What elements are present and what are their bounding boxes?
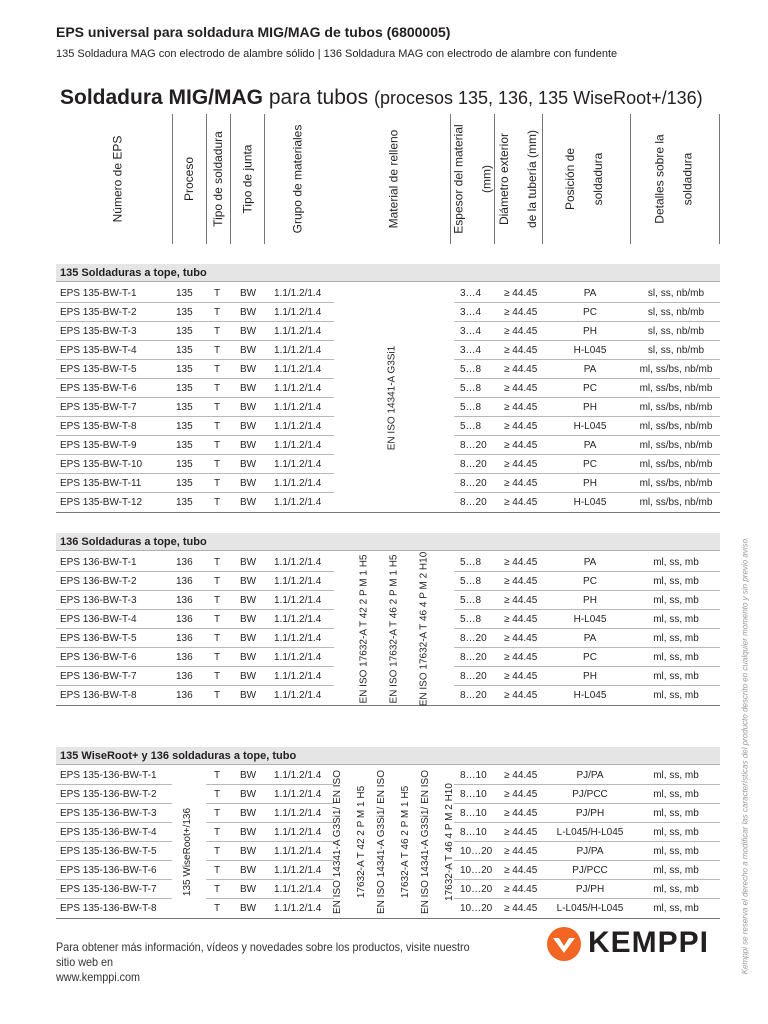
cell-junta: BW: [240, 440, 257, 451]
cell-esp: 5…8: [460, 421, 482, 432]
cell-diam: ≥ 44.45: [504, 595, 538, 606]
cell-esp: 3…4: [460, 307, 482, 318]
cell-junta: BW: [240, 884, 257, 895]
cell-proc: 135: [176, 364, 193, 375]
cell-det: ml, ss, mb: [653, 865, 699, 876]
col-header-espesor: Espesor del material (mm): [452, 124, 495, 234]
cell-junta: BW: [240, 364, 257, 375]
cell-grupo: 1.1/1.2/1.4: [274, 557, 322, 568]
cell-grupo: 1.1/1.2/1.4: [274, 652, 322, 663]
cell-junta: BW: [240, 402, 257, 413]
col-header-grupo: Grupo de materiales: [290, 124, 305, 234]
cell-junta: BW: [240, 633, 257, 644]
cell-diam: ≥ 44.45: [504, 652, 538, 663]
section-header: 135 WiseRoot+ y 136 soldaduras a tope, tubo: [56, 747, 720, 765]
cell-diam: ≥ 44.45: [504, 671, 538, 682]
cell-esp: 8…10: [460, 808, 487, 819]
cell-junta: BW: [240, 903, 257, 914]
cell-eps: EPS 136-BW-T-4: [60, 614, 137, 625]
cell-pos: PC: [583, 652, 597, 663]
cell-tipo: T: [214, 827, 221, 838]
cell-esp: 5…8: [460, 595, 482, 606]
section-header: 135 Soldaduras a tope, tubo: [56, 264, 720, 282]
kemppi-logo-text: KEMPPI: [588, 926, 710, 959]
cell-grupo: 1.1/1.2/1.4: [274, 576, 322, 587]
cell-esp: 5…8: [460, 383, 482, 394]
cell-eps: EPS 135-136-BW-T-6: [60, 865, 157, 876]
cell-tipo: T: [214, 478, 221, 489]
cell-junta: BW: [240, 808, 257, 819]
cell-esp: 8…20: [460, 440, 487, 451]
cell-esp: 5…8: [460, 576, 482, 587]
cell-junta: BW: [240, 846, 257, 857]
cell-esp: 8…20: [460, 478, 487, 489]
filler-material-label: EN ISO 17632-A T 42 2 P M 1 H5: [358, 554, 370, 704]
cell-tipo: T: [214, 808, 221, 819]
table-header: [56, 114, 720, 244]
cell-junta: BW: [240, 288, 257, 299]
footer-website-link[interactable]: www.kemppi.com: [56, 970, 141, 984]
cell-grupo: 1.1/1.2/1.4: [274, 326, 322, 337]
cell-esp: 8…10: [460, 770, 487, 781]
filler-material-label: EN ISO 17632-A T 46 2 P M 1 H5: [388, 554, 400, 704]
cell-tipo: T: [214, 440, 221, 451]
col-header-eps: Número de EPS: [110, 135, 124, 223]
cell-esp: 5…8: [460, 364, 482, 375]
cell-grupo: 1.1/1.2/1.4: [274, 770, 322, 781]
cell-grupo: 1.1/1.2/1.4: [274, 402, 322, 413]
cell-det: ml, ss, mb: [653, 633, 699, 644]
cell-junta: BW: [240, 383, 257, 394]
cell-junta: BW: [240, 459, 257, 470]
cell-pos: PH: [583, 402, 597, 413]
cell-det: ml, ss, mb: [653, 690, 699, 701]
cell-esp: 10…20: [460, 865, 493, 876]
cell-det: ml, ss/bs, nb/mb: [639, 478, 713, 489]
cell-junta: BW: [240, 789, 257, 800]
cell-junta: BW: [240, 497, 257, 508]
cell-det: ml, ss/bs, nb/mb: [639, 421, 713, 432]
cell-proc: 136: [176, 652, 193, 663]
cell-diam: ≥ 44.45: [504, 421, 538, 432]
cell-pos: H-L045: [573, 421, 607, 432]
cell-eps: EPS 135-BW-T-10: [60, 459, 143, 470]
cell-det: sl, ss, nb/mb: [647, 326, 705, 337]
cell-esp: 10…20: [460, 903, 493, 914]
cell-pos: PJ/PCC: [572, 789, 608, 800]
filler-material-label: EN ISO 14341-A G3Si1: [386, 345, 398, 451]
cell-eps: EPS 135-BW-T-11: [60, 478, 142, 489]
cell-tipo: T: [214, 459, 221, 470]
header-divider: [264, 114, 265, 244]
header-divider: [719, 114, 720, 244]
cell-diam: ≥ 44.45: [504, 770, 538, 781]
cell-diam: ≥ 44.45: [504, 557, 538, 568]
section-end-line: [56, 512, 720, 513]
cell-junta: BW: [240, 326, 257, 337]
cell-pos: PJ/PCC: [572, 865, 608, 876]
cell-junta: BW: [240, 690, 257, 701]
cell-det: ml, ss, mb: [653, 827, 699, 838]
cell-esp: 3…4: [460, 345, 482, 356]
cell-diam: ≥ 44.45: [504, 440, 538, 451]
cell-pos: PA: [583, 364, 597, 375]
cell-proc: 135: [176, 383, 193, 394]
cell-diam: ≥ 44.45: [504, 690, 538, 701]
cell-proc: 135: [176, 440, 193, 451]
cell-grupo: 1.1/1.2/1.4: [274, 497, 322, 508]
cell-esp: 8…10: [460, 789, 487, 800]
cell-eps: EPS 135-136-BW-T-4: [60, 827, 157, 838]
cell-eps: EPS 136-BW-T-1: [60, 557, 137, 568]
cell-grupo: 1.1/1.2/1.4: [274, 345, 322, 356]
cell-pos: H-L045: [573, 690, 607, 701]
cell-tipo: T: [214, 345, 221, 356]
cell-esp: 10…20: [460, 846, 493, 857]
cell-tipo: T: [214, 633, 221, 644]
cell-det: ml, ss, mb: [653, 770, 699, 781]
cell-junta: BW: [240, 865, 257, 876]
cell-tipo: T: [214, 614, 221, 625]
kemppi-logo-icon: [546, 926, 582, 962]
cell-tipo: T: [214, 884, 221, 895]
cell-det: sl, ss, nb/mb: [647, 307, 705, 318]
cell-junta: BW: [240, 652, 257, 663]
document-title: EPS universal para soldadura MIG/MAG de tubos (6800005): [56, 24, 451, 40]
main-title-bold: Soldadura MIG/MAG: [60, 86, 264, 109]
cell-det: ml, ss/bs, nb/mb: [639, 383, 713, 394]
header-divider: [172, 114, 173, 244]
cell-pos: PC: [583, 459, 597, 470]
cell-esp: 8…20: [460, 633, 487, 644]
cell-eps: EPS 135-136-BW-T-3: [60, 808, 157, 819]
cell-eps: EPS 135-136-BW-T-8: [60, 903, 157, 914]
cell-grupo: 1.1/1.2/1.4: [274, 671, 322, 682]
cell-pos: L-L045/H-L045: [556, 827, 624, 838]
cell-proc: 136: [176, 614, 193, 625]
cell-det: ml, ss, mb: [653, 652, 699, 663]
cell-eps: EPS 135-136-BW-T-2: [60, 789, 157, 800]
cell-junta: BW: [240, 421, 257, 432]
cell-tipo: T: [214, 288, 221, 299]
cell-tipo: T: [214, 789, 221, 800]
cell-proc: 135: [176, 288, 193, 299]
cell-eps: EPS 135-BW-T-12: [60, 497, 143, 508]
cell-pos: H-L045: [573, 345, 607, 356]
cell-grupo: 1.1/1.2/1.4: [274, 827, 322, 838]
cell-diam: ≥ 44.45: [504, 288, 538, 299]
cell-eps: EPS 135-BW-T-4: [60, 345, 137, 356]
cell-det: ml, ss, mb: [653, 846, 699, 857]
cell-esp: 8…20: [460, 652, 487, 663]
main-title-normal: para tubos: [268, 86, 369, 109]
cell-esp: 8…20: [460, 497, 487, 508]
cell-grupo: 1.1/1.2/1.4: [274, 288, 322, 299]
cell-pos: PA: [583, 557, 597, 568]
cell-pos: PH: [583, 671, 597, 682]
cell-tipo: T: [214, 326, 221, 337]
cell-det: ml, ss, mb: [653, 884, 699, 895]
cell-eps: EPS 135-BW-T-6: [60, 383, 137, 394]
cell-junta: BW: [240, 576, 257, 587]
cell-det: ml, ss, mb: [653, 789, 699, 800]
cell-junta: BW: [240, 614, 257, 625]
cell-pos: H-L045: [573, 497, 607, 508]
footer-text: [56, 940, 488, 985]
section-end-line: [56, 918, 720, 919]
header-divider: [494, 114, 495, 244]
cell-eps: EPS 136-BW-T-7: [60, 671, 137, 682]
cell-proc: 135: [176, 345, 193, 356]
cell-proc: 136: [176, 690, 193, 701]
cell-grupo: 1.1/1.2/1.4: [274, 865, 322, 876]
cell-diam: ≥ 44.45: [504, 364, 538, 375]
cell-det: sl, ss, nb/mb: [647, 288, 705, 299]
cell-eps: EPS 135-BW-T-8: [60, 421, 137, 432]
cell-proc: 135: [176, 497, 193, 508]
cell-diam: ≥ 44.45: [504, 614, 538, 625]
col-header-posicion: Posición de soldadura: [563, 147, 606, 211]
cell-det: ml, ss, mb: [653, 595, 699, 606]
process-label: 135 WiseRoot+/136: [182, 807, 193, 897]
cell-diam: ≥ 44.45: [504, 459, 538, 470]
cell-proc: 135: [176, 459, 193, 470]
cell-pos: L-L045/H-L045: [556, 903, 624, 914]
main-title: [60, 86, 703, 110]
header-divider: [630, 114, 631, 244]
cell-pos: PC: [583, 576, 597, 587]
cell-junta: BW: [240, 478, 257, 489]
filler-material-label: EN ISO 17632-A T 46 4 P M 2 H10: [418, 551, 430, 707]
cell-grupo: 1.1/1.2/1.4: [274, 478, 322, 489]
cell-grupo: 1.1/1.2/1.4: [274, 846, 322, 857]
cell-esp: 5…8: [460, 402, 482, 413]
cell-tipo: T: [214, 307, 221, 318]
cell-pos: PJ/PH: [575, 884, 605, 895]
filler-material-label: EN ISO 14341-A G3Si1/ EN ISO 17632-A T 46 2 P M 1 H5: [376, 770, 411, 914]
cell-tipo: T: [214, 846, 221, 857]
cell-eps: EPS 135-BW-T-3: [60, 326, 137, 337]
cell-eps: EPS 135-BW-T-2: [60, 307, 137, 318]
cell-pos: PJ/PA: [576, 770, 604, 781]
cell-eps: EPS 135-BW-T-9: [60, 440, 137, 451]
cell-diam: ≥ 44.45: [504, 827, 538, 838]
section-header: 136 Soldaduras a tope, tubo: [56, 533, 720, 551]
cell-diam: ≥ 44.45: [504, 576, 538, 587]
cell-junta: BW: [240, 595, 257, 606]
cell-proc: 135: [176, 402, 193, 413]
cell-det: ml, ss, mb: [653, 576, 699, 587]
footer-line-1: Para obtener más información, vídeos y novedades sobre los productos, visite nuestro sitio web en: [56, 940, 470, 969]
cell-grupo: 1.1/1.2/1.4: [274, 383, 322, 394]
cell-diam: ≥ 44.45: [504, 497, 538, 508]
cell-det: sl, ss, nb/mb: [647, 345, 705, 356]
cell-proc: 135: [176, 326, 193, 337]
cell-diam: ≥ 44.45: [504, 307, 538, 318]
main-title-paren: (procesos 135, 136, 135 WiseRoot+/136): [373, 88, 703, 108]
col-header-tipo: Tipo de soldadura: [211, 131, 225, 227]
cell-grupo: 1.1/1.2/1.4: [274, 633, 322, 644]
cell-det: ml, ss, mb: [653, 557, 699, 568]
cell-tipo: T: [214, 595, 221, 606]
cell-grupo: 1.1/1.2/1.4: [274, 459, 322, 470]
cell-grupo: 1.1/1.2/1.4: [274, 614, 322, 625]
cell-eps: EPS 135-BW-T-1: [60, 288, 137, 299]
cell-diam: ≥ 44.45: [504, 383, 538, 394]
filler-material-label: EN ISO 14341-A G3Si1/ EN ISO 17632-A T 42 2 P M 1 H5: [332, 770, 367, 914]
cell-junta: BW: [240, 671, 257, 682]
cell-grupo: 1.1/1.2/1.4: [274, 595, 322, 606]
cell-grupo: 1.1/1.2/1.4: [274, 421, 322, 432]
cell-pos: PH: [583, 595, 597, 606]
cell-junta: BW: [240, 345, 257, 356]
cell-tipo: T: [214, 383, 221, 394]
cell-grupo: 1.1/1.2/1.4: [274, 440, 322, 451]
side-disclaimer: Kemppi se reserva el derecho a modificar las características del producto descrito en cualquier momento y sin previo aviso.: [740, 536, 750, 974]
cell-grupo: 1.1/1.2/1.4: [274, 884, 322, 895]
col-header-detalles: Detalles sobre la soldadura: [653, 134, 696, 224]
cell-det: ml, ss/bs, nb/mb: [639, 364, 713, 375]
cell-diam: ≥ 44.45: [504, 326, 538, 337]
cell-diam: ≥ 44.45: [504, 903, 538, 914]
cell-eps: EPS 136-BW-T-2: [60, 576, 137, 587]
col-header-junta: Tipo de junta: [240, 144, 254, 214]
cell-junta: BW: [240, 307, 257, 318]
cell-diam: ≥ 44.45: [504, 633, 538, 644]
col-header-relleno: Material de relleno: [386, 129, 400, 229]
cell-proc: 136: [176, 671, 193, 682]
cell-esp: 3…4: [460, 326, 482, 337]
cell-pos: PH: [583, 326, 597, 337]
cell-proc: 136: [176, 557, 193, 568]
cell-diam: ≥ 44.45: [504, 808, 538, 819]
cell-junta: BW: [240, 770, 257, 781]
cell-det: ml, ss, mb: [653, 614, 699, 625]
cell-det: ml, ss, mb: [653, 671, 699, 682]
cell-grupo: 1.1/1.2/1.4: [274, 690, 322, 701]
cell-tipo: T: [214, 770, 221, 781]
cell-pos: PC: [583, 307, 597, 318]
cell-tipo: T: [214, 903, 221, 914]
cell-eps: EPS 135-136-BW-T-1: [60, 770, 157, 781]
cell-grupo: 1.1/1.2/1.4: [274, 789, 322, 800]
section-end-line: [56, 705, 720, 706]
cell-esp: 8…20: [460, 671, 487, 682]
cell-proc: 135: [176, 307, 193, 318]
cell-pos: H-L045: [573, 614, 607, 625]
cell-eps: EPS 135-BW-T-7: [60, 402, 137, 413]
cell-proc: 136: [176, 633, 193, 644]
cell-eps: EPS 136-BW-T-6: [60, 652, 137, 663]
cell-tipo: T: [214, 402, 221, 413]
cell-proc: 136: [176, 576, 193, 587]
cell-proc: 135: [176, 478, 193, 489]
cell-tipo: T: [214, 557, 221, 568]
cell-tipo: T: [214, 671, 221, 682]
cell-eps: EPS 135-136-BW-T-5: [60, 846, 157, 857]
cell-tipo: T: [214, 364, 221, 375]
col-header-proceso: Proceso: [182, 156, 196, 202]
cell-eps: EPS 136-BW-T-3: [60, 595, 137, 606]
cell-pos: PJ/PH: [575, 808, 605, 819]
cell-eps: EPS 135-136-BW-T-7: [60, 884, 157, 895]
cell-grupo: 1.1/1.2/1.4: [274, 364, 322, 375]
cell-esp: 10…20: [460, 884, 493, 895]
cell-junta: BW: [240, 557, 257, 568]
cell-diam: ≥ 44.45: [504, 478, 538, 489]
cell-eps: EPS 135-BW-T-5: [60, 364, 137, 375]
header-divider: [542, 114, 543, 244]
cell-esp: 3…4: [460, 288, 482, 299]
cell-esp: 8…10: [460, 827, 487, 838]
cell-grupo: 1.1/1.2/1.4: [274, 903, 322, 914]
cell-esp: 8…20: [460, 459, 487, 470]
cell-det: ml, ss/bs, nb/mb: [639, 440, 713, 451]
cell-pos: PA: [583, 288, 597, 299]
cell-det: ml, ss/bs, nb/mb: [639, 497, 713, 508]
cell-pos: PJ/PA: [576, 846, 604, 857]
cell-eps: EPS 136-BW-T-8: [60, 690, 137, 701]
cell-diam: ≥ 44.45: [504, 345, 538, 356]
cell-grupo: 1.1/1.2/1.4: [274, 307, 322, 318]
cell-esp: 5…8: [460, 557, 482, 568]
cell-det: ml, ss/bs, nb/mb: [639, 402, 713, 413]
cell-det: ml, ss, mb: [653, 808, 699, 819]
cell-esp: 5…8: [460, 614, 482, 625]
cell-tipo: T: [214, 865, 221, 876]
cell-pos: PA: [583, 440, 597, 451]
cell-proc: 136: [176, 595, 193, 606]
cell-diam: ≥ 44.45: [504, 884, 538, 895]
cell-eps: EPS 136-BW-T-5: [60, 633, 137, 644]
document-subtitle: 135 Soldadura MAG con electrodo de alambre sólido | 136 Soldadura MAG con electrodo de alambre con fundente: [56, 48, 618, 60]
cell-diam: ≥ 44.45: [504, 865, 538, 876]
header-divider: [230, 114, 231, 244]
cell-diam: ≥ 44.45: [504, 402, 538, 413]
cell-det: ml, ss/bs, nb/mb: [639, 459, 713, 470]
cell-tipo: T: [214, 690, 221, 701]
cell-esp: 8…20: [460, 690, 487, 701]
cell-junta: BW: [240, 827, 257, 838]
cell-tipo: T: [214, 497, 221, 508]
filler-material-label: EN ISO 14341-A G3Si1/ EN ISO 17632-A T 46 4 P M 2 H10: [420, 770, 455, 914]
cell-diam: ≥ 44.45: [504, 846, 538, 857]
cell-diam: ≥ 44.45: [504, 789, 538, 800]
cell-proc: 135: [176, 421, 193, 432]
cell-tipo: T: [214, 576, 221, 587]
cell-det: ml, ss, mb: [653, 903, 699, 914]
col-header-diametro: Diámetro exterior de la tubería (mm): [497, 129, 540, 229]
kemppi-logo: [546, 924, 710, 964]
cell-tipo: T: [214, 652, 221, 663]
cell-pos: PC: [583, 383, 597, 394]
cell-grupo: 1.1/1.2/1.4: [274, 808, 322, 819]
cell-pos: PH: [583, 478, 597, 489]
cell-tipo: T: [214, 421, 221, 432]
cell-pos: PA: [583, 633, 597, 644]
